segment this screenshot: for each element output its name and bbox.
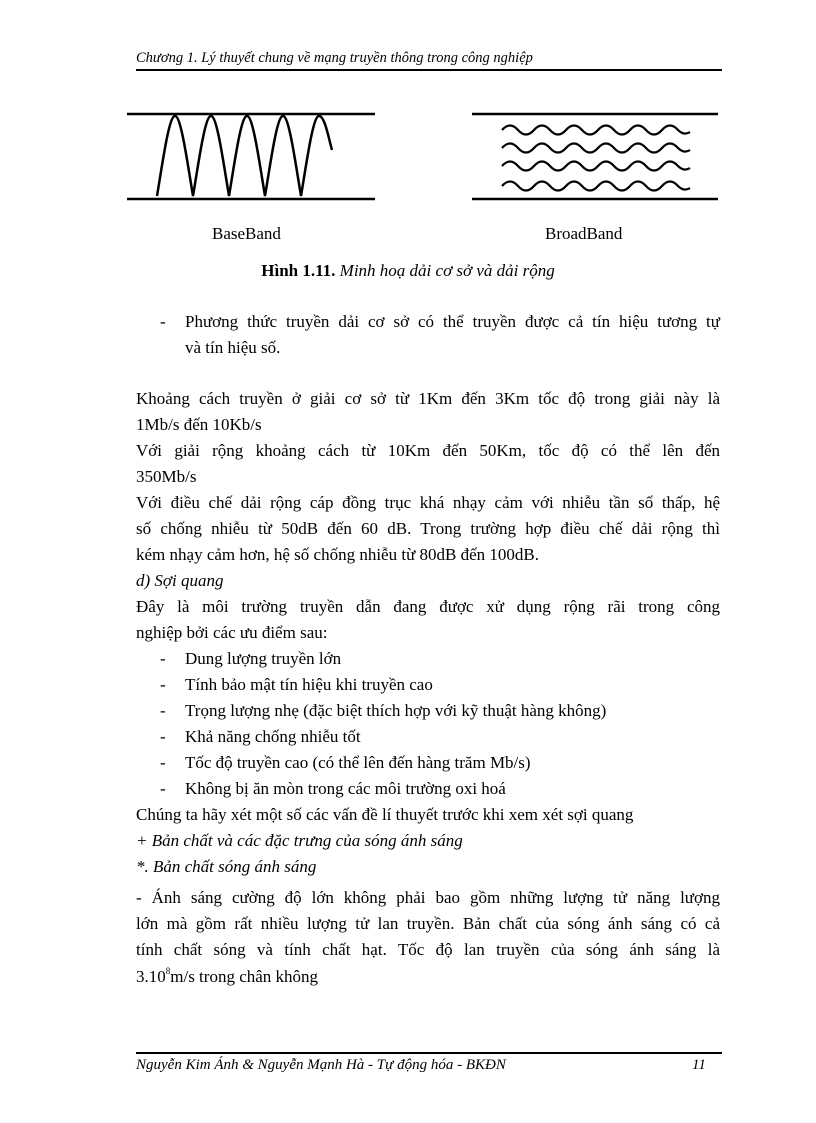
figure-caption [0, 261, 816, 281]
broadband-wave-4 [502, 182, 690, 191]
sub-heading: + Bản chất và các đặc trưng của sóng ánh sáng [136, 831, 463, 850]
paragraph-line: tính chất sóng và tính chất hạt. Tốc độ lan truyền của sóng ánh sáng là [136, 940, 720, 959]
broadband-wave-3 [502, 162, 690, 171]
paragraph-line: 350Mb/s [136, 467, 197, 486]
page-header: Chương 1. Lý thuyết chung về mạng truyền thông trong công nghiệp [136, 50, 533, 66]
bullet-dash: - [160, 312, 166, 331]
paragraph-line: 1Mb/s đến 10Kb/s [136, 415, 262, 434]
paragraph-line: nghiệp bởi các ưu điểm sau: [136, 623, 328, 642]
page-number: 11 [692, 1057, 706, 1073]
baseband-label: BaseBand [212, 224, 281, 243]
paragraph-line: Chúng ta hãy xét một số các vấn đề lí thuyết trước khi xem xét sợi quang [136, 805, 634, 824]
paragraph-line: Khoảng cách truyền ở giải cơ sở từ 1Km đến 3Km tốc độ trong giải này là [136, 389, 720, 408]
paragraph-line: Với điều chế dải rộng cáp đồng trục khá nhạy cảm với nhiễu tần số thấp, hệ [136, 493, 720, 512]
sub-heading: *. Bản chất sóng ánh sáng [136, 857, 317, 876]
paragraph-line: 3.10$^8$m/s trong chân không [136, 966, 319, 986]
paragraph-line: số chống nhiễu từ 50dB đến 60 dB. Trong trường hợp điều chế dải rộng thì [136, 519, 720, 538]
footer-authors: Nguyễn Kim Ánh & Nguyễn Mạnh Hà - Tự động hóa - BKĐN [136, 1057, 506, 1073]
paragraph-line: Đây là môi trường truyền dẫn đang được xử dụng rộng rãi trong công [136, 597, 720, 616]
footer-rule [136, 1052, 722, 1054]
band-figure [120, 100, 720, 210]
baseband-wave [157, 116, 332, 196]
paragraph-line: lớn mà gồm rất nhiều lượng tử lan truyền. Bản chất của sóng ánh sáng có cả [136, 914, 720, 933]
broadband-waves [502, 126, 690, 191]
header-rule [136, 69, 722, 71]
broadband-wave-2 [502, 144, 690, 153]
caption-number: Hình 1.11. [261, 261, 336, 280]
bullet-line: và tín hiệu số. [185, 338, 281, 357]
section-heading: d) Sợi quang [136, 571, 224, 590]
broadband-wave-1 [502, 126, 690, 135]
caption-text: Minh hoạ dải cơ sở và dải rộng [339, 261, 555, 280]
paragraph-line: - Ánh sáng cường độ lớn không phải bao gồm những lượng tử năng lượng [136, 888, 720, 907]
bullet-line: Phương thức truyền dải cơ sở có thể truyền được cả tín hiệu tương tự [185, 312, 720, 331]
paragraph-line: kém nhạy cảm hơn, hệ số chống nhiễu từ 80dB đến 100dB. [136, 545, 540, 564]
broadband-label: BroadBand [545, 224, 623, 243]
paragraph-line: Với giải rộng khoảng cách từ 10Km đến 50Km, tốc độ có thể lên đến [136, 441, 720, 460]
document-page: Chương 1. Lý thuyết chung về mạng truyền thông trong công nghiệp BaseBand BroadBand Hình 1.11. Minh hoạ dải cơ sở và dải rộng - Phương thức truyền dải cơ sở có thể truyền được cả tín hiệu tương tự và tín hiệu số. Khoảng cách truyền ở giải cơ sở từ 1Km đến 3Km tốc độ trong giải này là 1Mb/s đến 10Kb/s Với giải rộng khoảng cách từ 10Km đến 50Km, tốc độ có thể lên đến 350Mb/s Với điều chế dải rộng cáp đồng trục khá nhạy cảm với nhiễu tần số thấp, hệ số chống nhiễu từ 50dB đến 60 dB. Trong trường hợp điều chế dải rộng thì kém nhạy cảm hơn, hệ số chống nhiễu từ 80dB đến 100dB. d) Sợi quang Đây là môi trường truyền dẫn đang được xử dụng rộng rãi trong công nghiệp bởi các ưu điểm sau: - Dung lượng truyền lớn - Tính bảo mật tín hiệu khi truyền cao - Trọng lượng nhẹ (đặc biệt thích hợp với kỹ thuật hàng không) - Khả năng chống nhiễu tốt - Tốc độ truyền cao (có thể lên đến hàng trăm Mb/s) - Không bị ăn mòn trong các môi trường oxi hoá Chúng ta hãy xét một số các vấn đề lí thuyết trước khi xem xét sợi quang + Bản chất và các đặc trưng của sóng ánh sáng *. Bản chất sóng ánh sáng - Ánh sáng cường độ lớn không phải bao gồm những lượng tử năng lượng lớn mà gồm rất nhiều lượng tử lan truyền. Bản chất của sóng ánh sáng có cả tính chất sóng và tính chất hạt. Tốc độ lan truyền của sóng ánh sáng là 3.10$^8$m/s trong chân không Nguyễn Kim Ánh & Nguyễn Mạnh Hà - Tự động hóa - BKĐN 11 [0, 0, 816, 1123]
